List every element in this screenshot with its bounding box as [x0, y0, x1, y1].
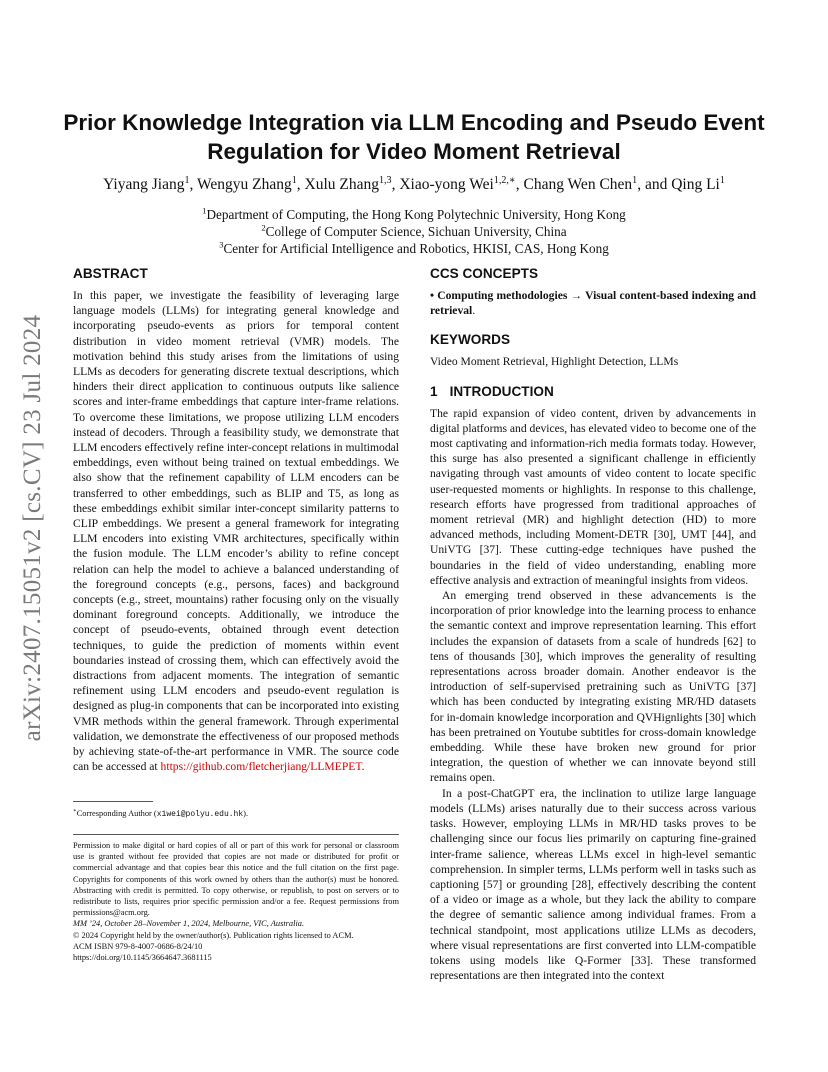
author-affil-mark: 1	[184, 174, 190, 186]
abstract-body: In this paper, we investigate the feasibility of leveraging large language models (LLMs) for integrating general knowledge and incorporating pseudo-events as priors for temporal content distribution in video moment retrieval (VMR) models. The motivation behind this study arises from the limitations of using LLMs as decoders for generating discrete textual descriptions, which hinders their direct application to continuous outputs like salience scores and inter-frame embeddings that capture inter-frame relations. To overcome these limitations, we propose utilizing LLM encoders instead of decoders. Through a feasibility study, we demonstrate that LLM encoders effectively refine inter-concept relations in multimodal embeddings, even without being trained on textual embeddings. We also show that the refinement capability of LLM encoders can be transferred to other embeddings, such as BLIP and T5, as long as these embeddings exhibit similar inter-concept similarity patterns to CLIP embeddings. We present a general framework for integrating LLM encoders into existing VMR architectures, specifically within the fusion module. The LLM encoder’s ability to refine concept relation can help the model to achieve a balanced understanding of the foreground concepts (e.g., persons, faces) and background concepts (e.g., street, mountains) rather focusing only on the visually dominant foreground concepts. Additionally, we introduce the concept of pseudo-events, obtained through event detection techniques, to guide the prediction of moments within event boundaries instead of crossing them, which can effectively avoid the distractions from adjacent moments. The integration of semantic refinement using LLM encoders and pseudo-event regulation is designed as plug-in components that can be incorporated into existing VMR methods within the general framework. Through experimental validation, we demonstrate the effectiveness of our proposed methods by achieving state-of-the-art performance in VMR. The source code can be accessed at	[73, 289, 399, 774]
abstract-heading: ABSTRACT	[73, 266, 148, 281]
author-name: Xiao-yong Wei	[399, 176, 494, 193]
corresponding-author-footnote	[73, 808, 399, 820]
footnote-text: Corresponding Author (	[76, 808, 157, 818]
affiliation	[60, 240, 768, 257]
author-list	[60, 175, 768, 195]
paper-title	[60, 108, 768, 166]
affiliation-list	[60, 206, 768, 257]
section-number: 1	[430, 383, 438, 399]
author-name: Wengyu Zhang	[196, 176, 292, 193]
author-name: Qing Li	[671, 176, 720, 193]
affiliation-text: College of Computer Science, Sichuan University, China	[265, 224, 567, 239]
intro-paragraph: The rapid expansion of video content, driven by advancements in digital platforms and devices, has elevated video to become one of the most captivating and information-rich media formats today. However, this surge has also presented a significant challenge in efficiently navigating through vast amounts of video content to locate specific user-requested moments or highlights. In response to this challenge, research efforts have progressed from traditional approaches of moment retrieval (MR) and highlight detection (HD) to more advanced methods, including Moment-DETR [30], UMT [44], and UniVTG [37]. These cutting-edge techniques have pushed the boundaries in the field of video understanding, enabling more effective analysis and extraction of meaningful insights from videos.	[430, 406, 756, 587]
keywords-heading: KEYWORDS	[430, 332, 511, 348]
footnote-email: x1wei@polyu.edu.hk	[156, 809, 244, 819]
section-title: INTRODUCTION	[449, 383, 554, 399]
abstract-text	[73, 288, 399, 775]
ccs-text	[430, 288, 756, 318]
intro-paragraph: An emerging trend observed in these advancements is the incorporation of prior knowledge into the learning process to enhance the semantic context and improve representation learning. This effort includes the expansion of datasets from a scale of hundreds [62] to tens of thousands [30], which improves the generality of resulting representations across broader domain. Another endeavor is the introduction of self-supervised pretraining such as UniVTG [37] which has been conducted by integrating existing MR/HD datasets for in-domain knowledge incorporation and QVHignlights [30] which has been pretrained on Youtube subtitles for cross-domain knowledge embedding. While these have broken new ground for prior integration, the question of whether we can innovate beyond still remains open.	[430, 589, 756, 785]
author-affil-mark: 1,3	[379, 174, 392, 186]
author-separator: ,	[296, 176, 305, 193]
title-line-1: Prior Knowledge Integration via LLM Encoding and Pseudo Event	[63, 110, 765, 135]
author-separator: ,	[391, 176, 400, 193]
footnote-rule	[73, 801, 153, 802]
ccs-heading: CCS CONCEPTS	[430, 266, 539, 281]
left-column	[73, 266, 399, 820]
footnote-mark: ∗	[73, 807, 77, 814]
copyright-line: © 2024 Copyright held by the owner/author(s). Publication rights licensed to ACM.	[73, 930, 354, 940]
author-affil-mark: 1	[632, 174, 638, 186]
abstract-end: .	[361, 760, 365, 774]
author-affil-mark: 1,2,∗	[493, 174, 516, 186]
footnote-end: ).	[243, 808, 249, 818]
author-affil-mark: 1	[291, 174, 297, 186]
author-name: Chang Wen Chen	[523, 176, 633, 193]
title-line-2: Regulation for Video Moment Retrieval	[207, 139, 621, 164]
author-affil-mark: 1	[719, 174, 725, 186]
keywords-text: Video Moment Retrieval, Highlight Detection, LLMs	[430, 355, 679, 369]
arxiv-stamp-text: arXiv:2407.15051v2 [cs.CV] 23 Jul 2024	[19, 314, 46, 742]
affiliation-mark: 1	[202, 205, 207, 216]
author-name: Yiyang Jiang	[103, 176, 185, 193]
right-column	[430, 266, 756, 983]
source-code-link[interactable]: https://github.com/fletcherjiang/LLMEPET	[160, 760, 362, 774]
arxiv-stamp	[17, 296, 49, 760]
conference-line: MM ’24, October 28–November 1, 2024, Melbourne, VIC, Australia.	[73, 919, 305, 929]
permission-block	[73, 834, 399, 963]
affiliation-text: Center for Artificial Intelligence and Robotics, HKISI, CAS, Hong Kong	[223, 241, 609, 256]
author-separator: ,	[637, 176, 645, 193]
author-name: Xulu Zhang	[304, 176, 379, 193]
ccs-body: • Computing methodologies → Visual content-based indexing and retrieval	[430, 289, 756, 318]
ccs-end: .	[472, 304, 476, 318]
affiliation-text: Department of Computing, the Hong Kong Polytechnic University, Hong Kong	[206, 207, 626, 222]
author-separator: ,	[189, 176, 197, 193]
affiliation	[60, 223, 768, 240]
intro-heading	[430, 384, 756, 400]
doi-line: https://doi.org/10.1145/3664647.3681115	[73, 953, 212, 963]
isbn-line: ACM ISBN 979-8-4007-0686-8/24/10	[73, 941, 203, 951]
affiliation	[60, 206, 768, 223]
affiliation-mark: 3	[219, 239, 224, 250]
affiliation-mark: 2	[261, 222, 266, 233]
permission-rule	[73, 834, 399, 835]
permission-text: Permission to make digital or hard copies of all or part of this work for personal or classroom use is granted without fee provided that copies are not made or distributed for profit or commercial advantage and that copies bear this notice and the full citation on the first page. Copyrights for components of this work owned by others than the author(s) must be honored. Abstracting with credit is permitted. To copy otherwise, or republish, to post on servers or to redistribute to lists, requires prior specific permission and/or a fee. Request permissions from permissions@acm.org.	[73, 841, 399, 918]
author-separator: ,	[515, 176, 524, 193]
intro-paragraph: In a post-ChatGPT era, the inclination to utilize large language models (LLMs) arises naturally due to their success across various tasks. However, employing LLMs in MR/HD tasks proves to be challenging since our focus lies primarily on capturing fine-grained inter-frame salience, whereas LLMs excel in high-level semantic comprehension. In simpler terms, LLMs perform well in tasks such as captioning [57] or grounding [28], effectively describing the content of a video or image as a whole, but they lack the ability to compare the degree of semantic salience among individual frames. From a technical standpoint, most applications utilize LLMs as decoders, where visual representations are first converted into LLM-compatible tokens using models like Q-Former [33]. These transformed representations are then integrated into the context	[430, 786, 756, 983]
author-and: and	[644, 176, 672, 193]
